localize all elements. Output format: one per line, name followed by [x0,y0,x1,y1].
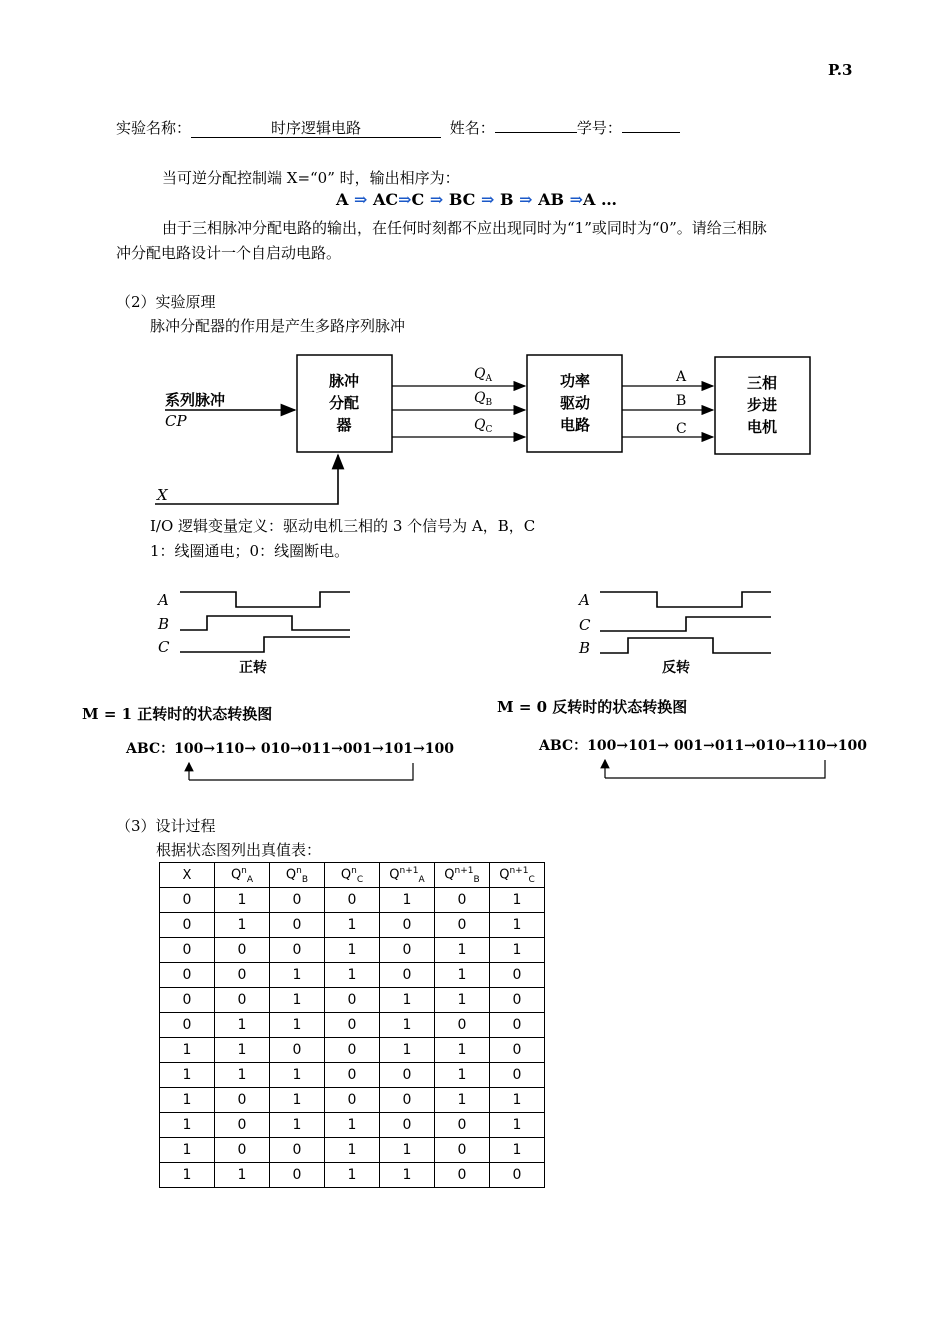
arrow-right-icon: → [785,738,797,754]
table-cell: 0 [490,1013,545,1038]
table-cell: 0 [435,1113,490,1138]
paragraph-line-2: 冲分配电路设计一个自启动电路。 [116,244,342,262]
seq-item: AC [372,190,399,209]
forward-caption: 正转 [239,660,267,676]
table-cell: 1 [490,938,545,963]
table-cell: 1 [490,1138,545,1163]
arrow-right-icon: ⇒ [480,190,495,209]
table-cell: 0 [160,938,215,963]
table-cell: 0 [160,988,215,1013]
table-cell: 1 [435,1038,490,1063]
arrow-right-icon: → [290,741,302,757]
box1-line: 分配 [328,394,360,412]
table-cell: 0 [215,1088,270,1113]
col-qb-next: $Q^{n+1}_B$ [435,863,490,888]
table-cell: 1 [435,1088,490,1113]
waveform-a [180,592,350,607]
table-cell: 0 [160,913,215,938]
state: 010 [755,738,786,754]
table-row [160,963,545,988]
arrow-right-icon: → [657,738,674,754]
seq-item: A … [582,190,617,209]
table-cell: 1 [270,1088,325,1113]
table-cell: 1 [435,988,490,1013]
table-cell: 0 [380,938,435,963]
table-cell: 0 [270,913,325,938]
table-cell: 0 [325,1088,380,1113]
table-cell: 1 [215,1038,270,1063]
table-cell: 1 [325,963,380,988]
table-cell: 0 [325,1063,380,1088]
table-cell: 1 [270,1013,325,1038]
table-cell: 0 [490,1163,545,1188]
state: 001 [673,738,704,754]
arrow-right-icon: → [203,741,216,757]
state: 110 [796,738,827,754]
table-cell: 0 [435,913,490,938]
control-x-arrow [155,455,338,504]
table-cell: 1 [160,1138,215,1163]
state: 101 [383,741,414,757]
id-label: 学号： [576,119,622,137]
state: 110 [215,741,245,757]
table-cell: 0 [215,1113,270,1138]
table-cell: 0 [215,1138,270,1163]
state: 100 [424,741,455,757]
table-cell: 0 [490,1063,545,1088]
seq-item: BC [448,190,476,209]
table-cell: 1 [160,1113,215,1138]
reverse-caption: 反转 [662,660,690,676]
state-prefix: ABC： [539,738,588,754]
qc-label: $Q_C$ [474,417,493,435]
table-cell: 1 [325,1163,380,1188]
c-label: C [676,421,687,437]
table-cell: 0 [380,913,435,938]
table-cell: 0 [325,1013,380,1038]
arrow-right-icon: ⇒ [519,190,533,209]
table-cell: 0 [490,963,545,988]
table-cell: 0 [215,988,270,1013]
io-definition: I/O 逻辑变量定义：驱动电机三相的 3 个信号为 A，B，C [150,517,536,535]
experiment-label: 实验名称： [116,119,192,137]
box2-line: 功率 [559,372,591,390]
arrow-right-icon: → [372,741,384,757]
block-diagram [0,0,950,520]
wave-label: A [579,591,590,609]
truth-table [159,862,545,1188]
box3-line: 电机 [746,418,778,436]
loop-line [189,763,413,780]
table-cell: 0 [435,1163,490,1188]
state: 100 [837,738,868,754]
qa-label: $Q_A$ [474,366,492,384]
control-x-label: X [157,486,168,504]
state: 100 [174,741,204,757]
page-number: P.3 [828,61,853,79]
table-cell: 0 [380,1113,435,1138]
wave-label: C [158,638,170,656]
wave-label: A [158,591,169,609]
col-qa: $Q^n_A$ [215,863,270,888]
table-cell: 1 [435,938,490,963]
table-cell: 1 [435,963,490,988]
table-row [160,1163,545,1188]
forward-state-title: M = 1 正转时的状态转换图 [82,705,273,723]
principle-desc: 脉冲分配器的作用是产生多路序列脉冲 [150,317,406,335]
table-cell: 0 [270,1038,325,1063]
table-cell: 0 [270,1163,325,1188]
table-cell: 0 [270,888,325,913]
table-cell: 0 [160,1013,215,1038]
seq-item: AB [538,190,564,209]
state: 100 [587,738,617,754]
arrow-right-icon: → [744,738,756,754]
input-label: 系列脉冲 [165,391,226,409]
table-cell: 1 [270,988,325,1013]
box3-line: 三相 [746,374,778,392]
table-row [160,1138,545,1163]
table-row [160,888,545,913]
table-row [160,1063,545,1088]
arrow-right-icon: ⇒ [569,190,583,209]
table-cell: 1 [215,888,270,913]
table-cell: 0 [160,888,215,913]
table-cell: 0 [490,988,545,1013]
table-cell: 1 [160,1038,215,1063]
arrow-right-icon: ⇒ [354,190,368,209]
table-cell: 1 [325,1138,380,1163]
table-cell: 1 [160,1163,215,1188]
arrow-right-icon: → [703,738,715,754]
table-cell: 0 [490,1038,545,1063]
table-cell: 0 [435,1013,490,1038]
table-cell: 1 [215,1163,270,1188]
table-row [160,1113,545,1138]
table-cell: 1 [380,1138,435,1163]
reverse-line: 当可逆分配控制端 X=“0” 时，输出相序为： [162,169,460,187]
arrow-right-icon: → [244,741,261,757]
table-row [160,1038,545,1063]
col-x: X [160,863,215,888]
io-levels: 1：线圈通电；0：线圈断电。 [150,542,350,560]
table-cell: 1 [325,1113,380,1138]
state-loop-arrows [0,750,950,790]
design-heading: （3）设计过程 [116,817,216,835]
table-cell: 0 [380,1063,435,1088]
table-cell: 0 [325,988,380,1013]
waveform-c-rev [600,617,771,631]
arrow-right-icon: → [331,741,343,757]
table-cell: 1 [380,1013,435,1038]
box1-line: 器 [336,416,352,434]
table-row [160,913,545,938]
name-label: 姓名： [449,119,495,137]
input-sub-label: CP [165,412,187,430]
col-qb: $Q^n_B$ [270,863,325,888]
table-cell: 0 [435,888,490,913]
a-label: A [676,369,687,385]
table-cell: 1 [380,1038,435,1063]
waveform-b [180,616,350,630]
table-cell: 0 [325,888,380,913]
arrow-right-icon: ⇒ [429,190,444,209]
truth-table-body [160,888,545,1188]
table-header-row [160,863,545,888]
waveform-b-rev [600,638,771,653]
table-cell: 0 [380,1088,435,1113]
table-row [160,1013,545,1038]
reverse-state-title: M = 0 反转时的状态转换图 [497,698,688,716]
waveform-c [180,637,350,652]
table-row [160,938,545,963]
table-cell: 1 [325,938,380,963]
table-cell: 1 [325,913,380,938]
table-cell: 1 [270,963,325,988]
wave-label: B [579,639,591,657]
col-qc-next: $Q^{n+1}_C$ [490,863,545,888]
table-cell: 1 [490,1088,545,1113]
table-cell: 0 [380,963,435,988]
table-cell: 1 [490,913,545,938]
experiment-name: 时序逻辑电路 [191,119,441,138]
table-cell: 1 [380,988,435,1013]
state: 011 [301,741,332,757]
state: 011 [714,738,745,754]
table-cell: 1 [215,1013,270,1038]
table-row [160,988,545,1013]
seq-item: A [336,190,349,209]
table-cell: 1 [270,1113,325,1138]
waveform-a-rev [600,592,771,607]
box2-line: 电路 [559,416,591,434]
table-cell: 1 [160,1063,215,1088]
table-cell: 1 [270,1063,325,1088]
state: 010 [260,741,291,757]
table-cell: 0 [325,1038,380,1063]
table-cell: 1 [435,1063,490,1088]
table-cell: 0 [215,963,270,988]
table-cell: 1 [215,1063,270,1088]
state-prefix: ABC： [126,741,175,757]
box3-line: 步进 [746,396,778,414]
table-cell: 1 [490,888,545,913]
arrow-right-icon: ⇒ [398,190,412,209]
design-desc: 根据状态图列出真值表： [156,841,322,859]
col-qa-next: $Q^{n+1}_A$ [380,863,435,888]
truth-table-wrapper [159,862,545,1188]
qb-label: $Q_B$ [474,390,493,408]
paragraph-line-1: 由于三相脉冲分配电路的输出，在任何时刻都不应出现同时为“1”或同时为“0”。请给三相脉 [162,219,767,237]
state: 101 [628,738,658,754]
principle-heading: （2）实验原理 [116,293,216,311]
table-cell: 0 [270,938,325,963]
box2-line: 驱动 [559,394,591,412]
seq-item: C [411,190,425,209]
table-cell: 1 [215,913,270,938]
table-cell: 1 [160,1088,215,1113]
table-row [160,1088,545,1113]
table-cell: 0 [215,938,270,963]
seq-item: B [499,190,514,209]
arrow-right-icon: → [826,738,838,754]
wave-label: B [158,615,170,633]
table-cell: 1 [380,1163,435,1188]
table-cell: 1 [490,1113,545,1138]
arrow-right-icon: → [413,741,425,757]
arrow-right-icon: → [616,738,629,754]
loop-line [605,760,825,778]
box1-line: 脉冲 [328,372,360,390]
col-qc: $Q^n_C$ [325,863,380,888]
waveform-diagrams [0,580,950,680]
table-cell: 0 [270,1138,325,1163]
wave-label: C [579,616,591,634]
table-cell: 0 [160,963,215,988]
b-label: B [676,393,687,409]
table-cell: 1 [380,888,435,913]
table-cell: 0 [435,1138,490,1163]
state: 001 [342,741,373,757]
